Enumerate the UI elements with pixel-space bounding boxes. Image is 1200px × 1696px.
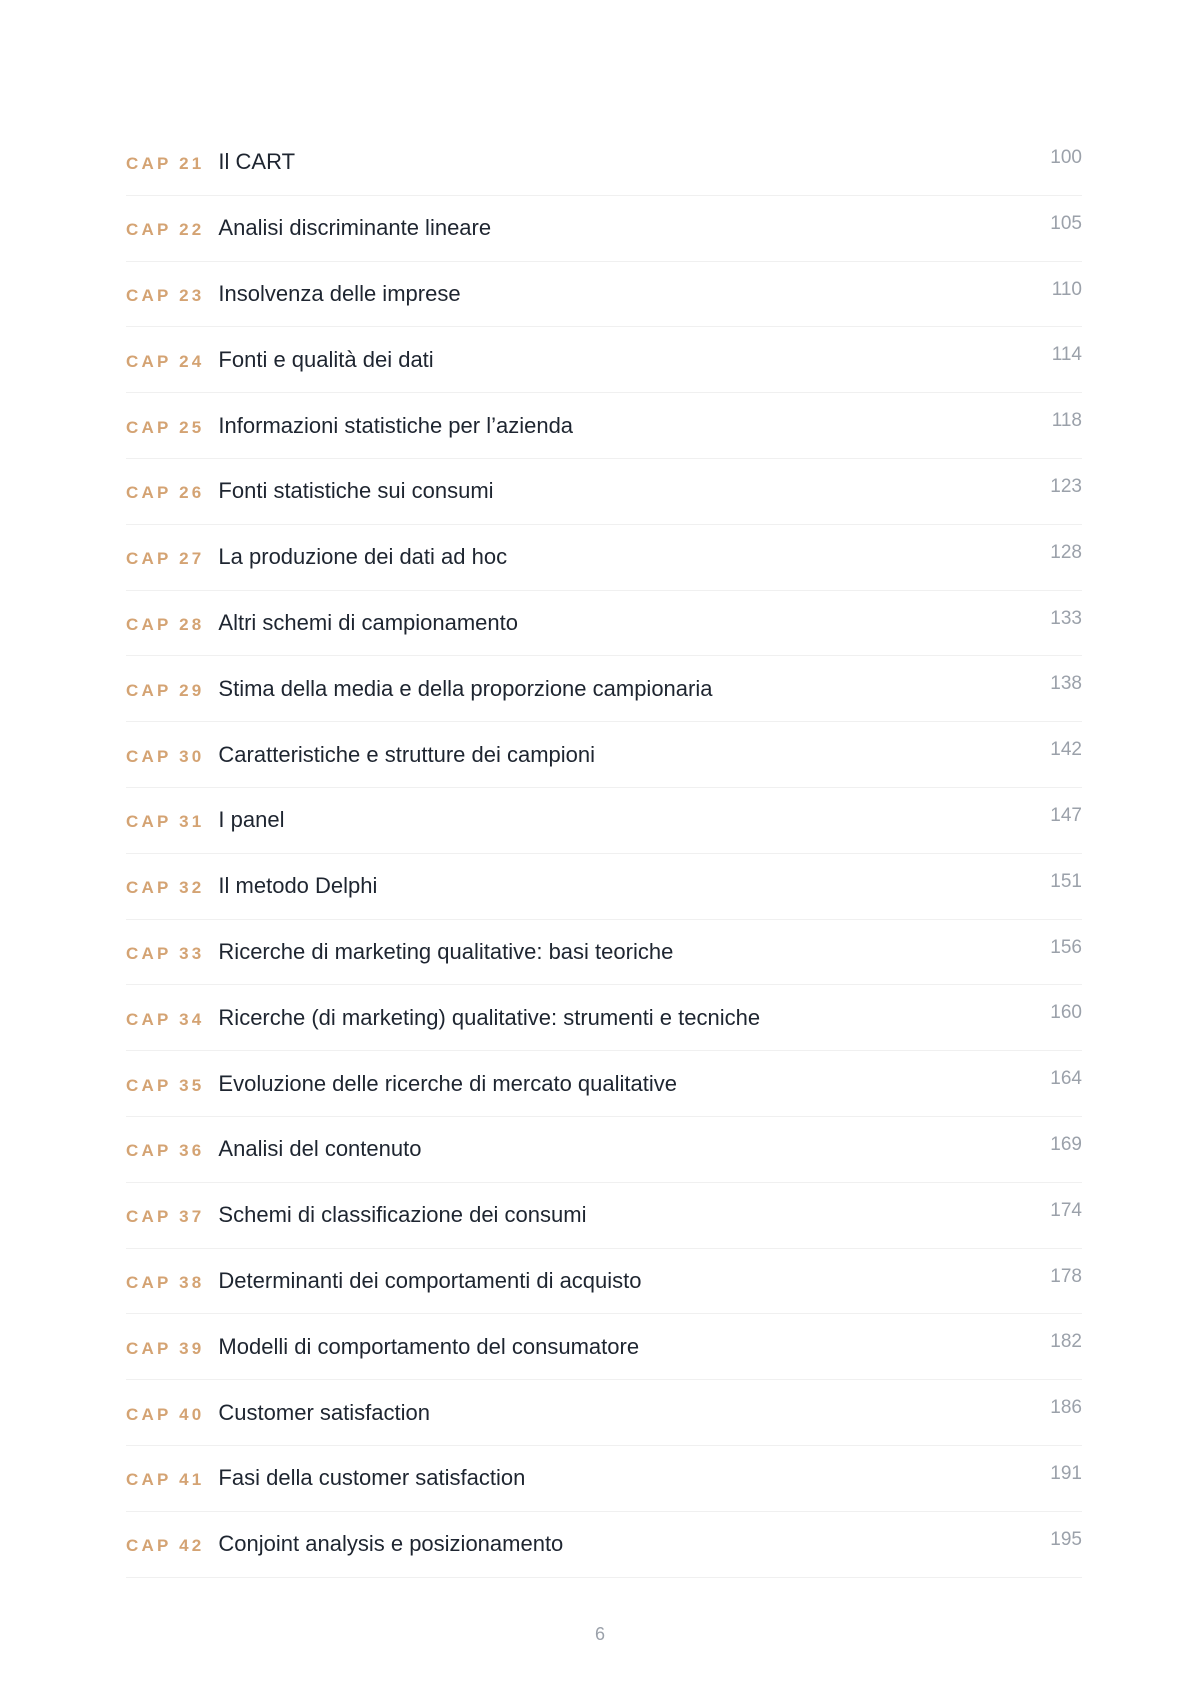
- toc-entry[interactable]: [126, 1512, 1082, 1578]
- chapter-title: I panel: [218, 807, 285, 833]
- chapter-page-number: 195: [1050, 1528, 1082, 1550]
- chapter-title: Insolvenza delle imprese: [218, 280, 461, 306]
- chapter-label: CAP 27: [126, 549, 205, 569]
- chapter-label: CAP 33: [126, 943, 205, 963]
- chapter-label: CAP 35: [126, 1075, 205, 1095]
- chapter-title: La produzione dei dati ad hoc: [218, 544, 508, 570]
- toc-entry[interactable]: [126, 393, 1082, 459]
- toc-list: [126, 130, 1082, 1578]
- chapter-title: Informazioni statistiche per l’azienda: [218, 412, 574, 438]
- chapter-page-number: 128: [1050, 541, 1082, 563]
- chapter-page-number: 114: [1051, 344, 1082, 366]
- toc-entry[interactable]: [126, 1380, 1082, 1446]
- toc-entry[interactable]: [126, 459, 1082, 525]
- toc-entry[interactable]: [126, 525, 1082, 591]
- chapter-title: Altri schemi di campionamento: [218, 609, 518, 635]
- chapter-title: Determinanti dei comportamenti di acquisto: [218, 1267, 642, 1293]
- toc-entry[interactable]: [126, 985, 1082, 1051]
- chapter-label: CAP 37: [126, 1207, 205, 1227]
- chapter-title: Schemi di classificazione dei consumi: [218, 1202, 587, 1228]
- chapter-title: Ricerche (di marketing) qualitative: strumenti e tecniche: [218, 1004, 761, 1030]
- toc-entry[interactable]: [126, 327, 1082, 393]
- chapter-label: CAP 39: [126, 1338, 205, 1358]
- chapter-label: CAP 38: [126, 1272, 205, 1292]
- chapter-page-number: 138: [1050, 673, 1082, 695]
- chapter-title: Evoluzione delle ricerche di mercato qualitative: [218, 1070, 677, 1096]
- chapter-label: CAP 26: [126, 483, 205, 503]
- chapter-label: CAP 31: [126, 812, 205, 832]
- chapter-page-number: 186: [1050, 1397, 1082, 1419]
- chapter-page-number: 182: [1050, 1331, 1082, 1353]
- toc-entry[interactable]: [126, 788, 1082, 854]
- table-of-contents: [126, 130, 1082, 1578]
- toc-entry[interactable]: [126, 1117, 1082, 1183]
- toc-entry[interactable]: [126, 591, 1082, 657]
- chapter-title: Fonti statistiche sui consumi: [218, 478, 494, 504]
- chapter-title: Analisi discriminante lineare: [218, 215, 492, 241]
- chapter-title: Il metodo Delphi: [218, 873, 378, 899]
- chapter-label: CAP 34: [126, 1009, 205, 1029]
- chapter-label: CAP 30: [126, 746, 205, 766]
- chapter-page-number: 110: [1051, 278, 1082, 300]
- chapter-page-number: 191: [1050, 1462, 1082, 1484]
- chapter-page-number: 151: [1050, 870, 1082, 892]
- chapter-label: CAP 28: [126, 614, 205, 634]
- chapter-page-number: 142: [1050, 739, 1082, 761]
- chapter-label: CAP 32: [126, 878, 205, 898]
- chapter-page-number: 147: [1050, 804, 1082, 826]
- chapter-title: Stima della media e della proporzione campionaria: [218, 675, 713, 701]
- chapter-page-number: 118: [1051, 410, 1082, 432]
- toc-entry[interactable]: [126, 130, 1082, 196]
- chapter-label: CAP 24: [126, 351, 205, 371]
- chapter-page-number: 169: [1050, 1133, 1082, 1155]
- toc-entry[interactable]: [126, 1446, 1082, 1512]
- chapter-page-number: 160: [1050, 1002, 1082, 1024]
- chapter-label: CAP 36: [126, 1141, 205, 1161]
- toc-entry[interactable]: [126, 854, 1082, 920]
- toc-entry[interactable]: [126, 920, 1082, 986]
- chapter-page-number: 174: [1050, 1199, 1082, 1221]
- toc-entry[interactable]: [126, 262, 1082, 328]
- chapter-title: Ricerche di marketing qualitative: basi teoriche: [218, 938, 674, 964]
- chapter-page-number: 164: [1050, 1068, 1082, 1090]
- chapter-title: Fonti e qualità dei dati: [218, 346, 434, 372]
- toc-entry[interactable]: [126, 1051, 1082, 1117]
- chapter-page-number: 123: [1050, 475, 1082, 497]
- chapter-page-number: 156: [1050, 936, 1082, 958]
- chapter-title: Conjoint analysis e posizionamento: [218, 1531, 564, 1557]
- page-footer-number: 6: [594, 1624, 605, 1644]
- chapter-label: CAP 41: [126, 1470, 205, 1490]
- chapter-title: Analisi del contenuto: [218, 1136, 422, 1162]
- toc-entry[interactable]: [126, 722, 1082, 788]
- chapter-label: CAP 21: [126, 154, 205, 174]
- chapter-page-number: 100: [1050, 147, 1082, 168]
- toc-entry[interactable]: [126, 656, 1082, 722]
- chapter-label: CAP 22: [126, 220, 205, 240]
- toc-entry[interactable]: [126, 1249, 1082, 1315]
- toc-entry[interactable]: [126, 1314, 1082, 1380]
- toc-entry[interactable]: [126, 1183, 1082, 1249]
- chapter-label: CAP 42: [126, 1536, 205, 1556]
- chapter-label: CAP 25: [126, 417, 205, 437]
- toc-entry[interactable]: [126, 196, 1082, 262]
- chapter-title: Caratteristiche e strutture dei campioni: [218, 741, 596, 767]
- chapter-title: Il CART: [218, 149, 296, 175]
- chapter-title: Customer satisfaction: [218, 1399, 430, 1425]
- chapter-label: CAP 40: [126, 1404, 205, 1424]
- chapter-label: CAP 29: [126, 680, 205, 700]
- chapter-label: CAP 23: [126, 285, 205, 305]
- chapter-title: Modelli di comportamento del consumatore: [218, 1333, 640, 1359]
- chapter-page-number: 133: [1050, 607, 1082, 629]
- chapter-page-number: 105: [1050, 212, 1082, 234]
- chapter-title: Fasi della customer satisfaction: [218, 1465, 526, 1491]
- chapter-page-number: 178: [1050, 1265, 1082, 1287]
